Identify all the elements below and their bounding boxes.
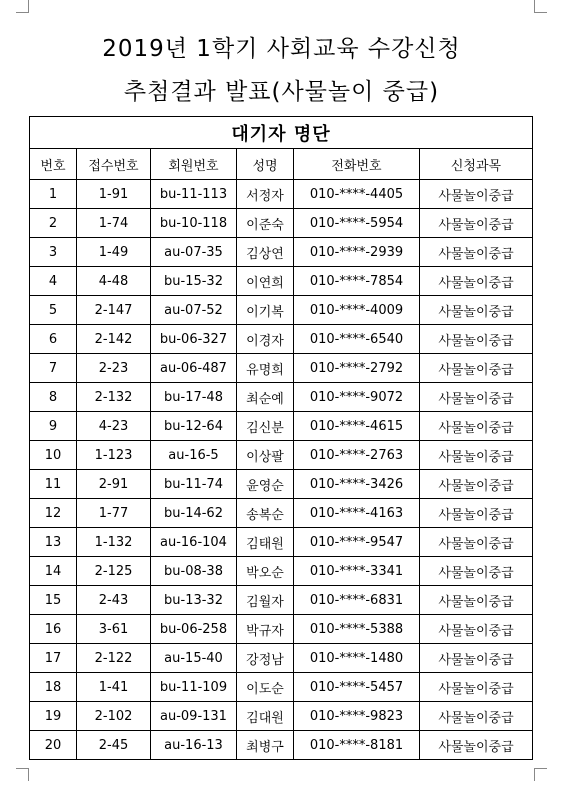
member-number-cell: au-07-35 [151, 238, 237, 267]
waitlist-table [29, 116, 533, 760]
receipt-number-cell: 1-91 [77, 180, 151, 209]
row-number-cell: 10 [30, 441, 77, 470]
phone-number-cell: 010-****-6831 [294, 586, 420, 615]
member-number-cell: au-16-5 [151, 441, 237, 470]
course-cell: 사물놀이중급 [420, 267, 533, 296]
course-cell: 사물놀이중급 [420, 238, 533, 267]
name-cell: 이준숙 [237, 209, 294, 238]
phone-number-cell: 010-****-4163 [294, 499, 420, 528]
row-number-cell: 3 [30, 238, 77, 267]
receipt-number-cell: 2-91 [77, 470, 151, 499]
member-number-cell: bu-08-38 [151, 557, 237, 586]
course-cell: 사물놀이중급 [420, 296, 533, 325]
name-cell: 박오순 [237, 557, 294, 586]
row-number-cell: 20 [30, 731, 77, 760]
member-number-cell: bu-15-32 [151, 267, 237, 296]
receipt-number-cell: 2-45 [77, 731, 151, 760]
receipt-number-cell: 2-23 [77, 354, 151, 383]
phone-number-cell: 010-****-5388 [294, 615, 420, 644]
row-number-cell: 5 [30, 296, 77, 325]
course-cell: 사물놀이중급 [420, 209, 533, 238]
column-header: 번호 [30, 149, 77, 180]
phone-number-cell: 010-****-1480 [294, 644, 420, 673]
receipt-number-cell: 3-61 [77, 615, 151, 644]
course-cell: 사물놀이중급 [420, 383, 533, 412]
row-number-cell: 7 [30, 354, 77, 383]
name-cell: 최병구 [237, 731, 294, 760]
table-row [30, 673, 533, 702]
name-cell: 강정남 [237, 644, 294, 673]
phone-number-cell: 010-****-9072 [294, 383, 420, 412]
phone-number-cell: 010-****-8181 [294, 731, 420, 760]
course-cell: 사물놀이중급 [420, 615, 533, 644]
receipt-number-cell: 4-23 [77, 412, 151, 441]
phone-number-cell: 010-****-4405 [294, 180, 420, 209]
name-cell: 박규자 [237, 615, 294, 644]
phone-number-cell: 010-****-2939 [294, 238, 420, 267]
row-number-cell: 9 [30, 412, 77, 441]
column-header: 접수번호 [77, 149, 151, 180]
name-cell: 김월자 [237, 586, 294, 615]
receipt-number-cell: 1-77 [77, 499, 151, 528]
member-number-cell: bu-14-62 [151, 499, 237, 528]
receipt-number-cell: 1-74 [77, 209, 151, 238]
course-cell: 사물놀이중급 [420, 412, 533, 441]
phone-number-cell: 010-****-5457 [294, 673, 420, 702]
member-number-cell: bu-12-64 [151, 412, 237, 441]
table-body [30, 180, 533, 760]
name-cell: 이도순 [237, 673, 294, 702]
table-row [30, 731, 533, 760]
table-row [30, 702, 533, 731]
table-row [30, 267, 533, 296]
name-cell: 이연희 [237, 267, 294, 296]
column-header: 신청과목 [420, 149, 533, 180]
course-cell: 사물놀이중급 [420, 731, 533, 760]
row-number-cell: 18 [30, 673, 77, 702]
name-cell: 송복순 [237, 499, 294, 528]
table-row [30, 238, 533, 267]
table-row [30, 470, 533, 499]
crop-mark [16, 768, 29, 781]
name-cell: 김대원 [237, 702, 294, 731]
row-number-cell: 4 [30, 267, 77, 296]
member-number-cell: bu-13-32 [151, 586, 237, 615]
receipt-number-cell: 2-43 [77, 586, 151, 615]
course-cell: 사물놀이중급 [420, 325, 533, 354]
member-number-cell: bu-10-118 [151, 209, 237, 238]
receipt-number-cell: 2-122 [77, 644, 151, 673]
phone-number-cell: 010-****-6540 [294, 325, 420, 354]
course-cell: 사물놀이중급 [420, 557, 533, 586]
column-header: 전화번호 [294, 149, 420, 180]
receipt-number-cell: 2-142 [77, 325, 151, 354]
phone-number-cell: 010-****-3426 [294, 470, 420, 499]
phone-number-cell: 010-****-4615 [294, 412, 420, 441]
member-number-cell: bu-11-109 [151, 673, 237, 702]
table-row [30, 209, 533, 238]
table-row [30, 412, 533, 441]
phone-number-cell: 010-****-3341 [294, 557, 420, 586]
course-cell: 사물놀이중급 [420, 528, 533, 557]
member-number-cell: au-09-131 [151, 702, 237, 731]
table-row [30, 615, 533, 644]
course-cell: 사물놀이중급 [420, 470, 533, 499]
row-number-cell: 1 [30, 180, 77, 209]
row-number-cell: 16 [30, 615, 77, 644]
crop-mark [534, 0, 547, 13]
member-number-cell: au-15-40 [151, 644, 237, 673]
receipt-number-cell: 2-132 [77, 383, 151, 412]
member-number-cell: bu-11-74 [151, 470, 237, 499]
row-number-cell: 15 [30, 586, 77, 615]
column-header: 회원번호 [151, 149, 237, 180]
course-cell: 사물놀이중급 [420, 673, 533, 702]
receipt-number-cell: 4-48 [77, 267, 151, 296]
table-row [30, 644, 533, 673]
row-number-cell: 19 [30, 702, 77, 731]
table-row [30, 557, 533, 586]
table-row [30, 499, 533, 528]
name-cell: 김상연 [237, 238, 294, 267]
crop-mark [16, 0, 29, 13]
course-cell: 사물놀이중급 [420, 499, 533, 528]
course-cell: 사물놀이중급 [420, 354, 533, 383]
table-row [30, 441, 533, 470]
row-number-cell: 17 [30, 644, 77, 673]
receipt-number-cell: 2-102 [77, 702, 151, 731]
phone-number-cell: 010-****-7854 [294, 267, 420, 296]
row-number-cell: 13 [30, 528, 77, 557]
crop-mark [534, 768, 547, 781]
receipt-number-cell: 1-123 [77, 441, 151, 470]
row-number-cell: 6 [30, 325, 77, 354]
name-cell: 유명희 [237, 354, 294, 383]
phone-number-cell: 010-****-2763 [294, 441, 420, 470]
course-cell: 사물놀이중급 [420, 441, 533, 470]
row-number-cell: 2 [30, 209, 77, 238]
name-cell: 이경자 [237, 325, 294, 354]
table-row [30, 296, 533, 325]
table-row [30, 354, 533, 383]
phone-number-cell: 010-****-4009 [294, 296, 420, 325]
column-header: 성명 [237, 149, 294, 180]
name-cell: 윤영순 [237, 470, 294, 499]
title-line-1: 2019년 1학기 사회교육 수강신청 [102, 36, 461, 62]
receipt-number-cell: 2-125 [77, 557, 151, 586]
member-number-cell: au-16-104 [151, 528, 237, 557]
member-number-cell: bu-06-327 [151, 325, 237, 354]
name-cell: 김태원 [237, 528, 294, 557]
member-number-cell: au-07-52 [151, 296, 237, 325]
receipt-number-cell: 1-49 [77, 238, 151, 267]
name-cell: 이상팔 [237, 441, 294, 470]
course-cell: 사물놀이중급 [420, 702, 533, 731]
table-caption: 대기자 명단 [30, 117, 533, 149]
row-number-cell: 11 [30, 470, 77, 499]
name-cell: 서정자 [237, 180, 294, 209]
receipt-number-cell: 2-147 [77, 296, 151, 325]
member-number-cell: bu-11-113 [151, 180, 237, 209]
course-cell: 사물놀이중급 [420, 586, 533, 615]
row-number-cell: 12 [30, 499, 77, 528]
table-row [30, 528, 533, 557]
name-cell: 최순예 [237, 383, 294, 412]
table-row [30, 586, 533, 615]
row-number-cell: 14 [30, 557, 77, 586]
table-row [30, 383, 533, 412]
row-number-cell: 8 [30, 383, 77, 412]
phone-number-cell: 010-****-9823 [294, 702, 420, 731]
receipt-number-cell: 1-41 [77, 673, 151, 702]
course-cell: 사물놀이중급 [420, 644, 533, 673]
member-number-cell: au-16-13 [151, 731, 237, 760]
table-header-row [30, 149, 533, 180]
title-line-2: 추첨결과 발표(사물놀이 중급) [123, 79, 440, 105]
receipt-number-cell: 1-132 [77, 528, 151, 557]
name-cell: 이기복 [237, 296, 294, 325]
member-number-cell: bu-06-258 [151, 615, 237, 644]
course-cell: 사물놀이중급 [420, 180, 533, 209]
name-cell: 김신분 [237, 412, 294, 441]
member-number-cell: bu-17-48 [151, 383, 237, 412]
phone-number-cell: 010-****-2792 [294, 354, 420, 383]
phone-number-cell: 010-****-9547 [294, 528, 420, 557]
member-number-cell: au-06-487 [151, 354, 237, 383]
table-row [30, 325, 533, 354]
phone-number-cell: 010-****-5954 [294, 209, 420, 238]
table-row [30, 180, 533, 209]
